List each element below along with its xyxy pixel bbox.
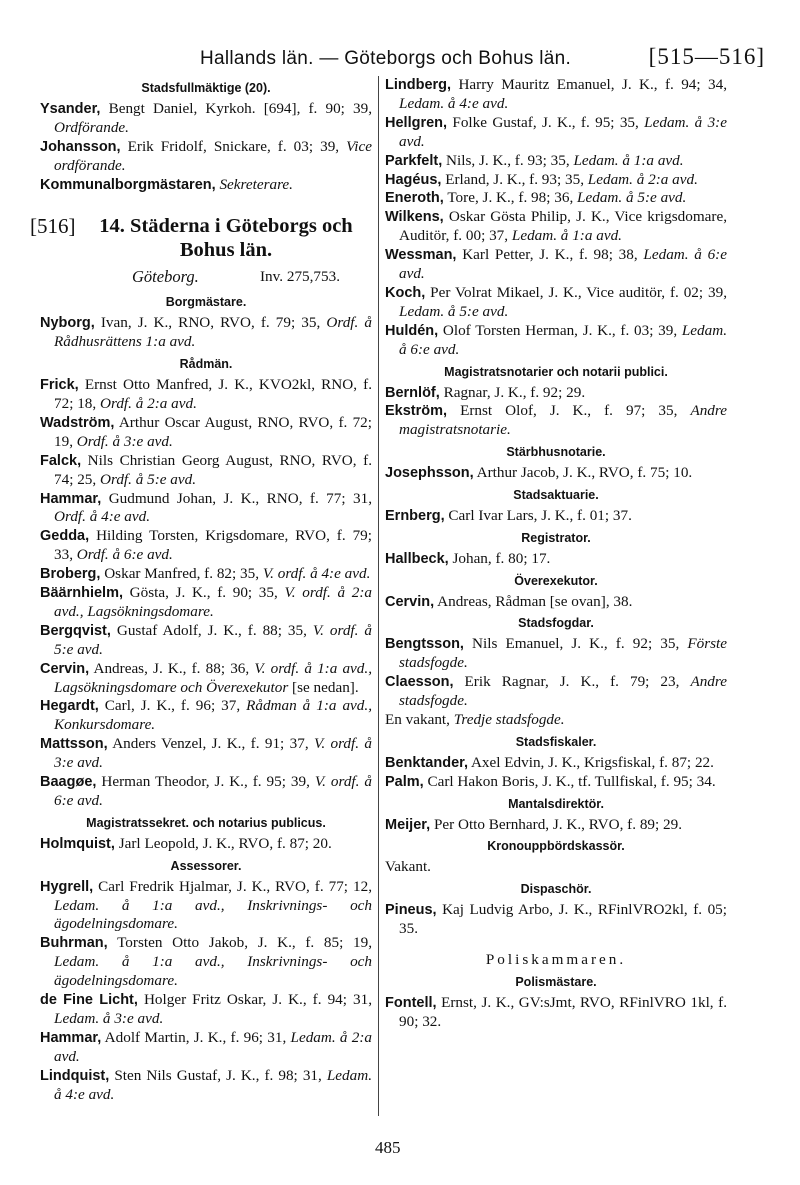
entry-text: Karl Petter, J. K., f. 98; 38, xyxy=(456,246,644,264)
entry-text: Holger Fritz Oskar, J. K., f. 94; 31, xyxy=(137,991,372,1009)
entry-text: Anders Venzel, J. K., f. 91; 37, xyxy=(107,735,314,753)
directory-entry xyxy=(385,402,727,440)
entry-text: Nils Emanuel, J. K., f. 92; 35, xyxy=(463,635,688,653)
entry-text: Per Volrat Mikael, J. K., Vice auditör, f. 02; 39, xyxy=(425,283,727,301)
entry-name: Wessman, xyxy=(385,247,457,264)
header-title: Hallands län. — Göteborgs och Bohus län. xyxy=(200,48,572,69)
header-page-range: [515—516] xyxy=(648,44,765,69)
entry-role: Sekreterare. xyxy=(219,175,293,193)
section-heading: Stadsfogdar. xyxy=(518,616,594,631)
entry-text: Torsten Otto Jakob, J. K., f. 85; 19, xyxy=(107,934,372,952)
right-column xyxy=(385,76,727,1032)
entry-text: Gösta, J. K., f. 90; 35, xyxy=(123,584,285,602)
entry-role: Vice ordförande. xyxy=(54,137,372,174)
directory-entry xyxy=(40,735,372,773)
entry-text: Oskar Manfred, f. 82; 35, xyxy=(100,565,263,583)
section-heading: Överexekutor. xyxy=(514,573,598,588)
entry-role: Ledam. å 2:a avd. xyxy=(54,1028,372,1065)
section-heading: Magistratssekret. och notarius publicus. xyxy=(86,815,326,830)
section-heading: Assessorer. xyxy=(170,858,242,873)
entry-role: Ordf. å 2:a avd. xyxy=(100,394,197,412)
entry-text: Jarl Leopold, J. K., RVO, f. 87; 20. xyxy=(114,834,332,852)
directory-entry xyxy=(40,1029,372,1067)
entry-text: Ernst Olof, J. K., f. 97; 35, xyxy=(447,402,691,420)
entry-text: Sten Nils Gustaf, J. K., f. 98; 31, xyxy=(109,1066,327,1084)
entry-name: Claesson, xyxy=(385,674,454,691)
entry-role: Tredje stadsfogde. xyxy=(453,711,565,728)
entry-name: Benktander, xyxy=(385,754,468,771)
section-heading: Magistratsnotarier och notarii publici. xyxy=(444,364,668,379)
entry-name: Bengtsson, xyxy=(385,636,464,653)
entry-text: Ivan, J. K., RNO, RVO, f. 79; 35, xyxy=(94,314,327,332)
entry-text: Arthur Oscar August, RNO, RVO, f. 72; 19, xyxy=(54,413,372,450)
entry-text: Oskar Gösta Philip, J. K., Vice krigsdomare, Auditör, f. 00; 37, xyxy=(399,208,727,245)
directory-entry xyxy=(40,176,372,195)
entry-name: Ysander, xyxy=(40,100,101,117)
entry-role: V. ordf. å 5:e avd. xyxy=(54,621,372,658)
left-sections xyxy=(40,293,372,1104)
police-title: Poliskammaren. xyxy=(485,950,627,968)
directory-entry xyxy=(40,565,372,584)
section-heading: Stadsaktuarie. xyxy=(513,488,599,503)
entry-name: Hallbeck, xyxy=(385,550,449,567)
directory-entry xyxy=(385,384,727,403)
chapter-page-ref: [516] xyxy=(30,214,76,239)
entry-text: Arthur Jacob, J. K., RVO, f. 75; 10. xyxy=(473,464,693,482)
entry-name: Frick, xyxy=(40,377,79,394)
directory-entry xyxy=(40,835,372,854)
entry-name: Eneroth, xyxy=(385,190,444,207)
entry-text: Erland, J. K., f. 93; 35, xyxy=(441,170,588,188)
entry-text: Ernst Otto Manfred, J. K., KVO2kl, RNO, f. 72; 18, xyxy=(54,376,372,412)
entry-role: Andre magistratsnotarie. xyxy=(399,402,727,439)
entry-text: Per Otto Bernhard, J. K., RVO, f. 89; 29. xyxy=(430,815,683,833)
entry-name: Palm, xyxy=(385,773,424,790)
chapter-heading xyxy=(30,214,372,264)
entry-name: Buhrman, xyxy=(40,935,108,952)
entry-role: Förste stadsfogde. xyxy=(399,635,727,672)
directory-entry xyxy=(385,464,727,483)
directory-entry xyxy=(385,550,727,569)
entry-text: Erik Ragnar, J. K., f. 79; 23, xyxy=(453,673,691,691)
city-inhabitants: Inv. 275,753. xyxy=(260,268,341,286)
entry-name: Cervin, xyxy=(40,660,90,677)
entry-text: Carl Fredrik Hjalmar, J. K., RVO, f. 77; 12, xyxy=(93,877,372,895)
entry-text: Bengt Daniel, Kyrkoh. [694], f. 90; 39, xyxy=(100,99,372,117)
entry-text: Herman Theodor, J. K., f. 95; 39, xyxy=(96,773,315,791)
entry-role: V. ordf. å 1:a avd., Lagsökningsdomare och Överexekutor xyxy=(54,659,372,696)
directory-entry xyxy=(40,584,372,622)
column-divider xyxy=(378,76,379,1116)
entry-text: Vakant. xyxy=(385,858,431,876)
running-header xyxy=(40,44,765,78)
directory-entry xyxy=(385,246,727,284)
entry-role: Ledam. å 2:a avd. xyxy=(587,170,698,188)
left-top-entries xyxy=(40,100,372,195)
entry-role: Andre stadsfogde. xyxy=(399,673,727,710)
directory-entry xyxy=(40,490,372,528)
directory-entry xyxy=(40,622,372,660)
directory-entry xyxy=(40,1067,372,1105)
entry-name: Kommunalborgmästaren, xyxy=(40,176,216,193)
entry-text: Axel Edvin, J. K., Krigsfiskal, f. 87; 22. xyxy=(468,753,714,771)
entry-text: Hilding Torsten, Krigsdomare, RVO, f. 79; 33, xyxy=(54,527,372,564)
entry-text: Nils Christian Georg August, RNO, RVO, f. 74; 25, xyxy=(54,451,372,488)
directory-entry xyxy=(385,284,727,322)
section-heading: Borgmästare. xyxy=(165,295,247,310)
entry-text: Gudmund Johan, J. K., RNO, f. 77; 31, xyxy=(101,489,372,507)
page-number: 485 xyxy=(375,1138,401,1157)
entry-role: Ledam. å 6:e avd. xyxy=(399,321,727,358)
entry-name: Wadström, xyxy=(40,414,115,431)
directory-entry xyxy=(385,507,727,526)
chapter-title: 14. Städerna i Göteborgs och Bohus län. xyxy=(99,215,353,262)
directory-entry xyxy=(40,878,372,935)
left-column xyxy=(30,76,372,1105)
section-heading: Polismästare. xyxy=(515,974,597,989)
directory-entry xyxy=(40,697,372,735)
city-name: Göteborg. xyxy=(132,267,199,287)
entry-name: Ekström, xyxy=(385,403,448,420)
section-heading: Stärbhusnotarie. xyxy=(506,445,606,460)
entry-text: Gustaf Adolf, J. K., f. 88; 35, xyxy=(110,621,313,639)
directory-entry xyxy=(385,858,727,877)
entry-text: Andreas, J. K., f. 88; 36, xyxy=(89,659,255,677)
section-heading: Dispaschör. xyxy=(520,882,592,897)
section-heading: Kronouppbördskassör. xyxy=(487,839,625,854)
directory-entry xyxy=(40,138,372,176)
entry-name: Hellgren, xyxy=(385,114,448,131)
directory-entry xyxy=(385,171,727,190)
directory-entry xyxy=(40,376,372,414)
entry-role: Ledam. å 1:a avd. xyxy=(573,151,684,169)
entry-text: Olof Torsten Herman, J. K., f. 03; 39, xyxy=(438,321,682,339)
entry-text: Folke Gustaf, J. K., f. 95; 35, xyxy=(447,113,645,131)
entry-role: Ledam. å 3:e avd. xyxy=(54,1009,164,1027)
directory-entry xyxy=(385,673,727,711)
entry-role: Ledam. å 1:a avd., Inskrivnings- och ägodelningsdomare. xyxy=(54,953,372,990)
entry-text: Carl, J. K., f. 96; 37, xyxy=(98,697,247,715)
entry-role: V. ordf. å 6:e avd. xyxy=(54,773,372,809)
entry-role: V. ordf. å 3:e avd. xyxy=(54,735,372,772)
entry-name: Bäärnhielm, xyxy=(40,585,123,602)
entry-name: Parkfelt, xyxy=(385,152,443,169)
entry-role: Ordf. å 5:e avd. xyxy=(100,470,197,488)
city-heading xyxy=(40,268,372,290)
directory-entry xyxy=(385,816,727,835)
entry-text: Ragnar, J. K., f. 92; 29. xyxy=(439,383,586,401)
entry-text: Tore, J. K., f. 98; 36, xyxy=(443,189,578,207)
entry-name: Gedda, xyxy=(40,528,90,545)
directory-entry xyxy=(385,189,727,208)
directory-entry xyxy=(385,994,727,1032)
entry-name: Broberg, xyxy=(40,566,101,583)
entry-role: Ordf. å 3:e avd. xyxy=(76,432,173,450)
entry-role: Ledam. å 5:e avd. xyxy=(577,189,687,207)
directory-entry xyxy=(40,660,372,698)
entry-name: Ernberg, xyxy=(385,507,445,524)
directory-entry xyxy=(40,414,372,452)
directory-entry xyxy=(385,711,727,730)
entry-name: Lindquist, xyxy=(40,1067,110,1084)
entry-text: Andreas, Rådman [se ovan], 38. xyxy=(434,592,633,610)
entry-role: Rådman å 1:a avd., Konkursdomare. xyxy=(54,697,372,734)
entry-role: Ledam. å 5:e avd. xyxy=(399,302,509,320)
entry-name: Wilkens, xyxy=(385,209,444,226)
entry-name: Mattsson, xyxy=(40,736,108,753)
entry-role: Ledam. å 6:e avd. xyxy=(399,246,727,283)
entry-name: Holmquist, xyxy=(40,835,115,852)
directory-entry xyxy=(385,322,727,360)
entry-name: Hygrell, xyxy=(40,878,94,895)
entry-text: Carl Ivar Lars, J. K., f. 01; 37. xyxy=(444,506,632,524)
directory-entry xyxy=(40,527,372,565)
entry-text: Erik Fridolf, Snickare, f. 03; 39, xyxy=(120,137,347,155)
entry-name: Nyborg, xyxy=(40,315,95,332)
entry-name: Bergqvist, xyxy=(40,622,111,639)
entry-name: Josephsson, xyxy=(385,465,474,482)
entry-text: Nils, J. K., f. 93; 35, xyxy=(442,151,574,169)
entry-name: Falck, xyxy=(40,452,82,469)
entry-role: Ledam. å 4:e avd. xyxy=(54,1066,372,1103)
directory-entry xyxy=(40,991,372,1029)
entry-name: Hammar, xyxy=(40,1029,102,1046)
entry-text: En vakant, xyxy=(385,711,454,728)
entry-name: Fontell, xyxy=(385,994,437,1011)
directory-entry xyxy=(385,593,727,612)
entry-name: Cervin, xyxy=(385,593,435,610)
entry-text: Carl Hakon Boris, J. K., tf. Tullfiskal, f. 95; 34. xyxy=(423,772,716,790)
section-heading: Stadsfiskaler. xyxy=(515,734,597,749)
directory-entry xyxy=(385,635,727,673)
section-heading: Rådmän. xyxy=(179,357,233,372)
directory-entry xyxy=(385,76,727,114)
entry-text: Ernst, J. K., GV:sJmt, RVO, RFinlVRO 1kl, f. 90; 32. xyxy=(399,993,727,1030)
entry-role: V. ordf. å 4:e avd. xyxy=(262,565,371,583)
directory-entry xyxy=(385,114,727,152)
entry-name: Meijer, xyxy=(385,816,431,833)
entry-name: Baagøe, xyxy=(40,774,97,791)
right-sections xyxy=(385,76,727,939)
entry-role: Ordförande. xyxy=(54,118,129,136)
entry-text: Adolf Martin, J. K., f. 96; 31, xyxy=(101,1028,291,1046)
entry-role: Ordf. å 4:e avd. xyxy=(54,508,151,526)
directory-entry xyxy=(40,314,372,352)
directory-entry xyxy=(385,208,727,246)
entry-role: Ledam. å 3:e avd. xyxy=(399,113,727,150)
entry-text: Harry Mauritz Emanuel, J. K., f. 94; 34, xyxy=(451,76,727,93)
entry-role: Ledam. å 4:e avd. xyxy=(399,94,509,112)
directory-entry xyxy=(40,773,372,811)
entry-role: Ordf. å Rådhusrättens 1:a avd. xyxy=(54,314,372,351)
entry-name: Hegardt, xyxy=(40,698,99,715)
entry-name: Hammar, xyxy=(40,490,102,507)
section-heading: Registrator. xyxy=(521,530,591,545)
section-heading: Stadsfullmäktige (20). xyxy=(141,81,271,95)
entry-name: de Fine Licht, xyxy=(40,992,138,1009)
entry-role: Ledam. å 1:a avd. xyxy=(511,227,622,245)
entry-name: Huldén, xyxy=(385,322,439,339)
directory-entry xyxy=(385,152,727,171)
entry-text: Johan, f. 80; 17. xyxy=(448,549,551,567)
directory-entry xyxy=(40,934,372,991)
section-heading: Mantalsdirektör. xyxy=(508,796,604,811)
directory-entry xyxy=(385,754,727,773)
entry-name: Pineus, xyxy=(385,902,437,919)
entry-tail: [se nedan]. xyxy=(288,678,359,696)
entry-name: Lindberg, xyxy=(385,77,452,93)
entry-role: Ordf. å 6:e avd. xyxy=(76,546,173,564)
directory-entry xyxy=(385,901,727,939)
entry-role: Ledam. å 1:a avd., Inskrivnings- och ägodelningsdomare. xyxy=(54,896,372,933)
entry-name: Bernlöf, xyxy=(385,384,440,401)
entry-name: Koch, xyxy=(385,284,426,301)
directory-entry xyxy=(385,773,727,792)
directory-entry xyxy=(40,452,372,490)
directory-entry xyxy=(40,100,372,138)
entry-name: Johansson, xyxy=(40,138,121,155)
entry-name: Hagéus, xyxy=(385,171,442,188)
entry-text: Kaj Ludvig Arbo, J. K., RFinlVRO2kl, f. 05; 35. xyxy=(399,901,727,938)
entry-role: V. ordf. å 2:a avd., Lagsökningsdomare. xyxy=(54,584,372,620)
